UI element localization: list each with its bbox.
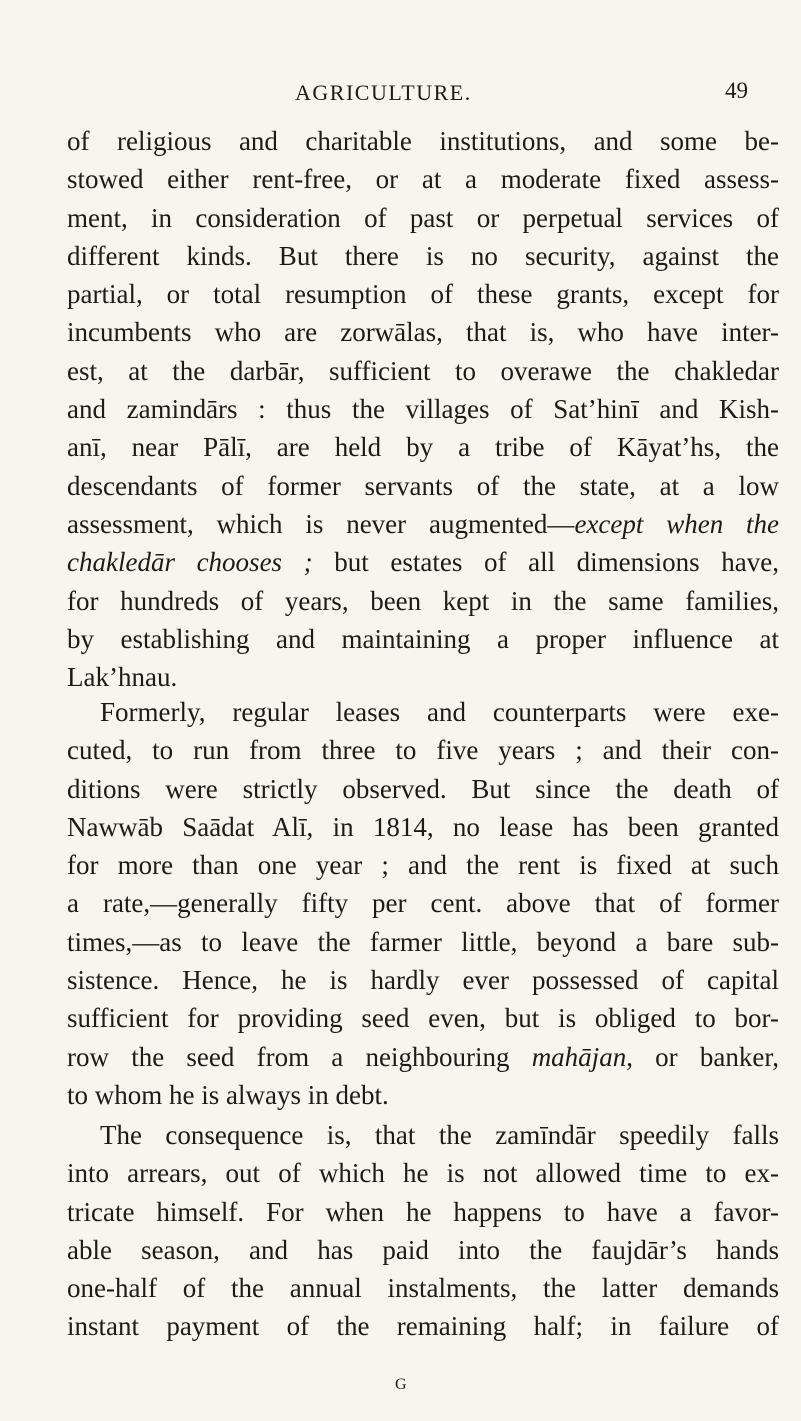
text-line xyxy=(67,846,779,884)
text-line xyxy=(67,1076,779,1114)
text-line xyxy=(67,1193,779,1231)
text-line xyxy=(67,1116,779,1154)
text-segment: sufficient for providing seed even, but is obliged to bor- xyxy=(67,1003,779,1034)
text-segment: ditions were strictly observed. But since the death of xyxy=(67,773,779,804)
page-number: 49 xyxy=(725,78,748,103)
text-segment: sistence. Hence, he is hardly ever possessed of capital xyxy=(67,965,779,996)
paragraph-3 xyxy=(67,1116,779,1346)
text-segment: row the seed from a neighbouring xyxy=(67,1041,532,1072)
text-line xyxy=(67,313,779,351)
paragraph-1 xyxy=(67,122,779,696)
text-line xyxy=(67,884,779,922)
italic-text: except when the xyxy=(574,508,779,539)
text-segment: stowed either rent-free, or at a moderate fixed assess- xyxy=(67,164,779,195)
text-line xyxy=(67,961,779,999)
text-segment: est, at the darbār, sufficient to overawe the chakledar xyxy=(67,355,779,386)
text-segment: instant payment of the remaining half; in failure of xyxy=(67,1311,779,1342)
text-line xyxy=(67,582,779,620)
text-line xyxy=(67,808,779,846)
text-segment: , or banker, xyxy=(626,1041,779,1072)
text-segment: partial, or total resumption of these grants, except for xyxy=(67,279,779,310)
text-line xyxy=(67,1269,779,1307)
text-segment: for hundreds of years, been kept in the same families, xyxy=(67,585,779,616)
text-segment: assessment, which is never augmented— xyxy=(67,508,575,539)
text-line xyxy=(67,275,779,313)
text-segment: cuted, to run from three to five years ; and their con- xyxy=(67,735,779,766)
text-segment: tricate himself. For when he happens to have a favor- xyxy=(67,1196,779,1227)
text-segment: incumbents who are zorwālas, that is, who have inter- xyxy=(67,317,779,348)
text-segment: one-half of the annual instalments, the latter demands xyxy=(67,1273,779,1304)
text-line xyxy=(67,543,779,581)
text-segment: but estates of all dimensions have, xyxy=(312,547,780,578)
text-segment: The consequence is, that the zamīndār speedily falls xyxy=(100,1120,779,1150)
text-segment: and zamindārs : thus the villages of Sat’hinī and Kish- xyxy=(67,394,779,425)
text-segment: for more than one year ; and the rent is fixed at such xyxy=(67,850,779,881)
text-line xyxy=(67,428,779,466)
text-segment: able season, and has paid into the faujdār’s hands xyxy=(67,1234,779,1265)
text-line xyxy=(67,160,779,198)
text-line xyxy=(67,467,779,505)
text-segment: Formerly, regular leases and counterparts were exe- xyxy=(100,697,779,727)
text-line xyxy=(67,237,779,275)
running-title: AGRICULTURE. xyxy=(295,80,472,105)
text-segment: times,—as to leave the farmer little, beyond a bare sub- xyxy=(67,926,779,957)
text-segment: different kinds. But there is no security, against the xyxy=(67,240,779,271)
paragraph-2 xyxy=(67,693,779,1114)
text-line xyxy=(67,770,779,808)
text-line xyxy=(67,1231,779,1269)
text-segment: Nawwāb Saādat Alī, in 1814, no lease has been granted xyxy=(67,811,779,842)
text-line xyxy=(67,1154,779,1192)
text-line xyxy=(67,693,779,731)
text-line xyxy=(67,199,779,237)
signature-mark: G xyxy=(395,1376,407,1393)
text-line xyxy=(67,390,779,428)
text-line xyxy=(67,505,779,543)
text-segment: by establishing and maintaining a proper influence at xyxy=(67,623,779,654)
text-segment: ment, in consideration of past or perpetual services of xyxy=(67,202,779,233)
italic-text: chakledār chooses ; xyxy=(67,547,313,578)
text-segment: into arrears, out of which he is not allowed time to ex- xyxy=(67,1158,779,1189)
text-line xyxy=(67,923,779,961)
text-line xyxy=(67,122,779,160)
text-line xyxy=(67,1038,779,1076)
text-segment: a rate,—generally fifty per cent. above that of former xyxy=(67,888,779,919)
italic-text: mahājan xyxy=(531,1041,627,1072)
text-segment: descendants of former servants of the state, at a low xyxy=(67,470,779,501)
text-line xyxy=(67,999,779,1037)
text-line xyxy=(67,1307,779,1345)
text-segment: of religious and charitable institutions, and some be- xyxy=(67,126,779,156)
text-line xyxy=(67,352,779,390)
text-segment: Lak’hnau. xyxy=(67,662,178,693)
text-line xyxy=(67,658,779,696)
text-line xyxy=(67,731,779,769)
text-line xyxy=(67,620,779,658)
text-segment: to whom he is always in debt. xyxy=(67,1079,389,1110)
text-segment: anī, near Pālī, are held by a tribe of Kāyat’hs, the xyxy=(67,432,779,463)
